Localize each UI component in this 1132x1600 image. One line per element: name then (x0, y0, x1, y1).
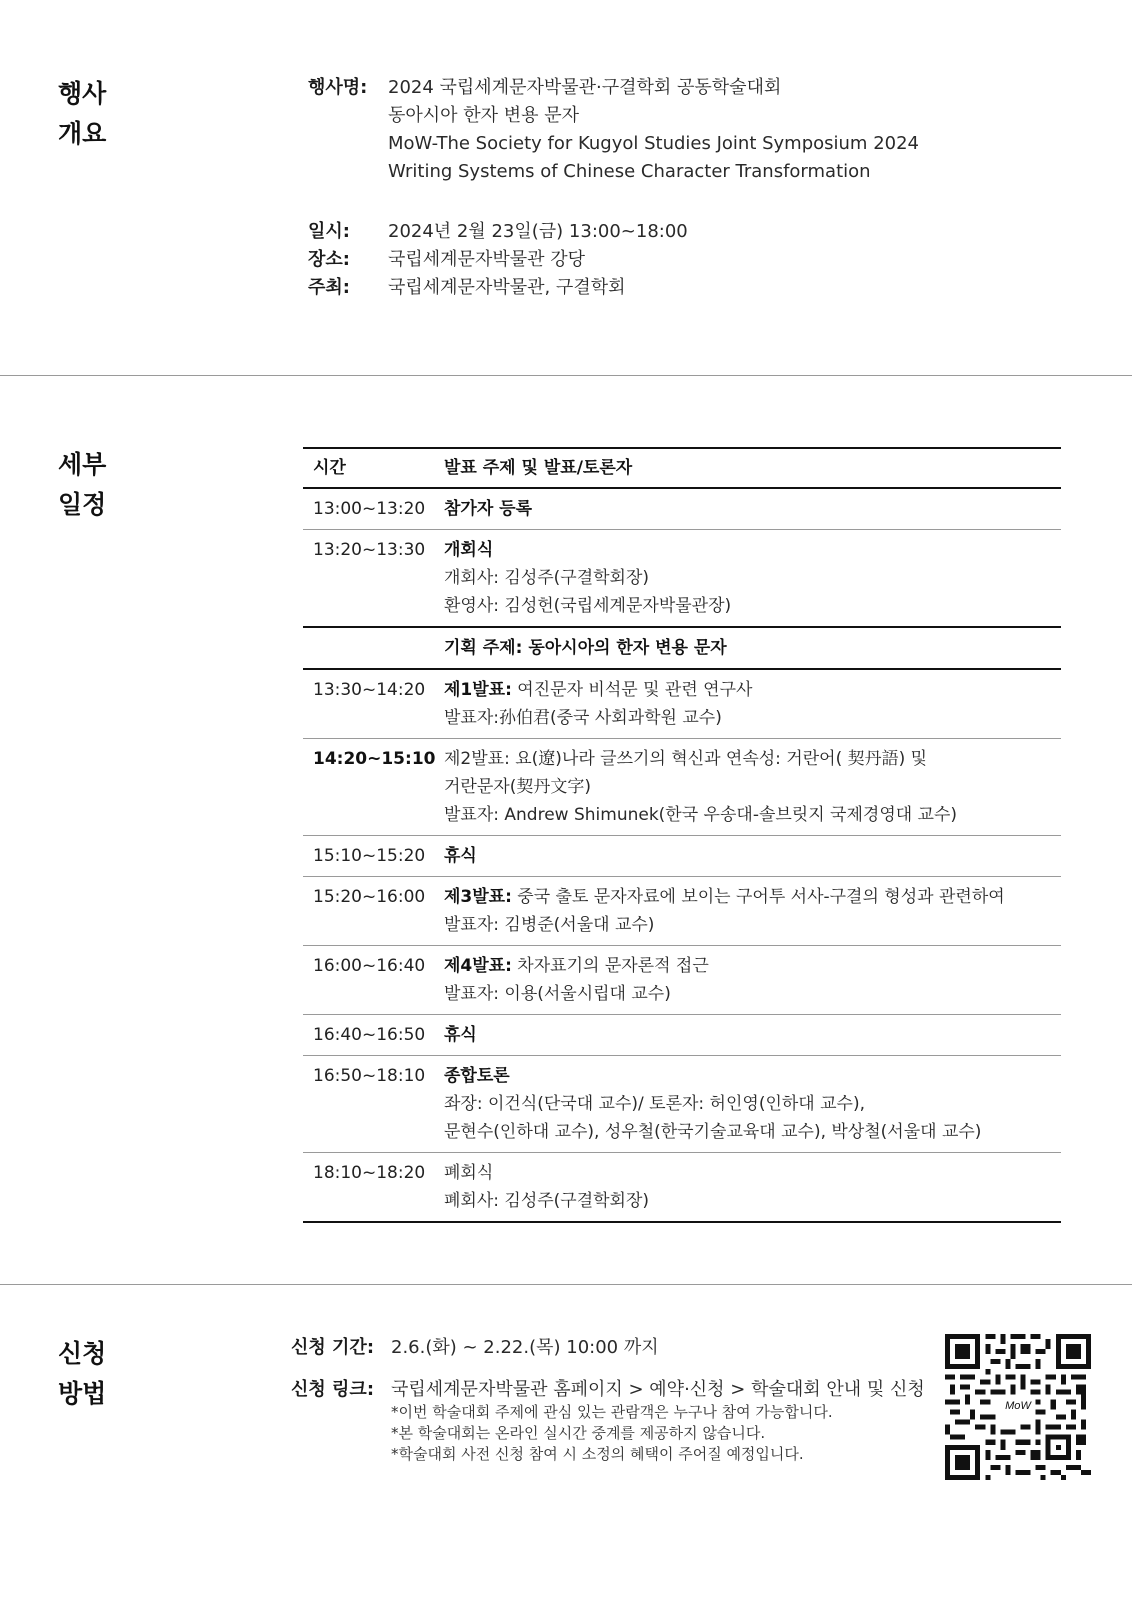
table-row (303, 1153, 1061, 1221)
row-line: 발표자: 김병준(서울대 교수) (444, 915, 655, 935)
event-name-line: 동아시아 한자 변용 문자 (388, 105, 580, 126)
apply-period-key: 신청 기간: (291, 1337, 375, 1358)
table-row (303, 1056, 1061, 1153)
table-row (303, 836, 1061, 877)
row-line: 발표자:孙伯君(중국 사회과학원 교수) (444, 708, 722, 728)
table-row (303, 489, 1061, 530)
row-title-rest: 차자표기의 문자론적 접근 (511, 956, 709, 976)
row-topic (444, 530, 1061, 626)
row-topic (444, 946, 1061, 1014)
table-header (303, 449, 1061, 489)
row-title: 제1발표: (444, 680, 512, 700)
note-line: *학술대회 사전 신청 참여 시 소정의 혜택이 주어질 예정입니다. (391, 1445, 804, 1463)
row-time: 16:40~16:50 (313, 1025, 426, 1045)
row-line: 폐회사: 김성주(구결학회장) (444, 1191, 650, 1211)
row-topic (444, 670, 1061, 738)
row-topic (444, 1056, 1061, 1152)
row-time: 16:50~18:10 (313, 1066, 426, 1086)
table-row (303, 877, 1061, 946)
row-title-rest: 중국 출토 문자자료에 보이는 구어투 서사-구결의 형성과 관련하여 (511, 887, 1005, 907)
venue-key: 장소: (308, 249, 350, 270)
row-title: 제3발표: (444, 887, 512, 907)
qr-code-graphic (945, 1334, 1091, 1480)
row-line: 환영사: 김성헌(국립세계문자박물관장) (444, 596, 732, 616)
schedule-table (303, 447, 1061, 1223)
qr-logo: MoW (1005, 1400, 1031, 1413)
table-row (303, 739, 1061, 836)
event-name-value (388, 74, 919, 186)
row-time: 16:00~16:40 (313, 956, 426, 976)
row-title-rest: 제2발표: 요(遼)나라 글쓰기의 혁신과 연속성: 거란어( 契丹語) 및 (444, 749, 928, 769)
row-topic (444, 877, 1061, 945)
note-line: *이번 학술대회 주제에 관심 있는 관람객은 누구나 참여 가능합니다. (391, 1403, 833, 1421)
column-header-topic: 발표 주제 및 발표/토론자 (444, 458, 633, 478)
row-line: 문현수(인하대 교수), 성우철(한국기술교육대 교수), 박상철(서울대 교수) (444, 1122, 982, 1142)
section-divider (0, 375, 1132, 376)
row-line: 거란문자(契丹文字) (444, 777, 591, 797)
row-topic (444, 836, 1061, 876)
table-row (303, 946, 1061, 1015)
venue-value: 국립세계문자박물관 강당 (388, 249, 585, 270)
row-title-rest: 여진문자 비석문 및 관련 연구사 (511, 680, 753, 700)
event-name-line: Writing Systems of Chinese Character Transformation (388, 161, 871, 182)
event-name-line: MoW-The Society for Kugyol Studies Joint Symposium 2024 (388, 133, 919, 154)
row-title: 개회식 (444, 540, 494, 560)
row-time: 14:20~15:10 (313, 749, 436, 769)
row-title-rest: 폐회식 (444, 1163, 494, 1183)
row-time: 13:30~14:20 (313, 680, 426, 700)
apply-heading: 신청 방법 (58, 1339, 107, 1408)
table-row-theme (303, 628, 1061, 670)
row-title: 참가자 등록 (444, 499, 533, 519)
row-title-line (444, 676, 1061, 704)
column-header-time: 시간 (313, 458, 346, 478)
row-line: 개회사: 김성주(구결학회장) (444, 568, 650, 588)
row-topic (444, 489, 1061, 529)
apply-period-value: 2.6.(화) ~ 2.22.(목) 10:00 까지 (391, 1337, 659, 1358)
overview-heading: 행사 개요 (58, 79, 107, 148)
qr-code-icon[interactable] (945, 1334, 1091, 1480)
event-name-key: 행사명: (308, 77, 368, 98)
row-time: 15:10~15:20 (313, 846, 426, 866)
row-topic (444, 1153, 1061, 1221)
row-time: 18:10~18:20 (313, 1163, 426, 1183)
row-line: 발표자: 이용(서울시립대 교수) (444, 984, 671, 1004)
row-topic (444, 739, 1061, 835)
table-row (303, 670, 1061, 739)
row-time (303, 628, 444, 668)
section-divider (0, 1284, 1132, 1285)
row-time: 15:20~16:00 (313, 887, 426, 907)
row-topic (444, 628, 1061, 668)
row-title-line (444, 952, 1061, 980)
row-title: 휴식 (444, 846, 477, 866)
row-title: 기획 주제: 동아시아의 한자 변용 문자 (444, 638, 727, 658)
host-value: 국립세계문자박물관, 구결학회 (388, 277, 626, 298)
date-value: 2024년 2월 23일(금) 13:00~18:00 (388, 221, 688, 242)
schedule-heading: 세부 일정 (58, 450, 107, 519)
table-row (303, 530, 1061, 628)
row-line: 발표자: Andrew Shimunek(한국 우송대-솔브릿지 국제경영대 교수) (444, 805, 958, 825)
note-line: *본 학술대회는 온라인 실시간 중계를 제공하지 않습니다. (391, 1424, 766, 1442)
table-row (303, 1015, 1061, 1056)
row-time: 13:20~13:30 (313, 540, 426, 560)
host-key: 주최: (308, 277, 350, 298)
row-title: 종합토론 (444, 1066, 510, 1086)
apply-link-key: 신청 링크: (291, 1379, 375, 1400)
row-title: 제4발표: (444, 956, 512, 976)
row-title: 휴식 (444, 1025, 477, 1045)
row-line: 좌장: 이건식(단국대 교수)/ 토론자: 허인영(인하대 교수), (444, 1094, 865, 1114)
row-title-line (444, 883, 1061, 911)
row-time: 13:00~13:20 (313, 499, 426, 519)
apply-notes (391, 1402, 833, 1465)
row-topic (444, 1015, 1061, 1055)
event-name-line: 2024 국립세계문자박물관·구결학회 공동학술대회 (388, 77, 782, 98)
apply-link-value[interactable]: 국립세계문자박물관 홈페이지 > 예약·신청 > 학술대회 안내 및 신청 (391, 1379, 925, 1400)
date-key: 일시: (308, 221, 350, 242)
